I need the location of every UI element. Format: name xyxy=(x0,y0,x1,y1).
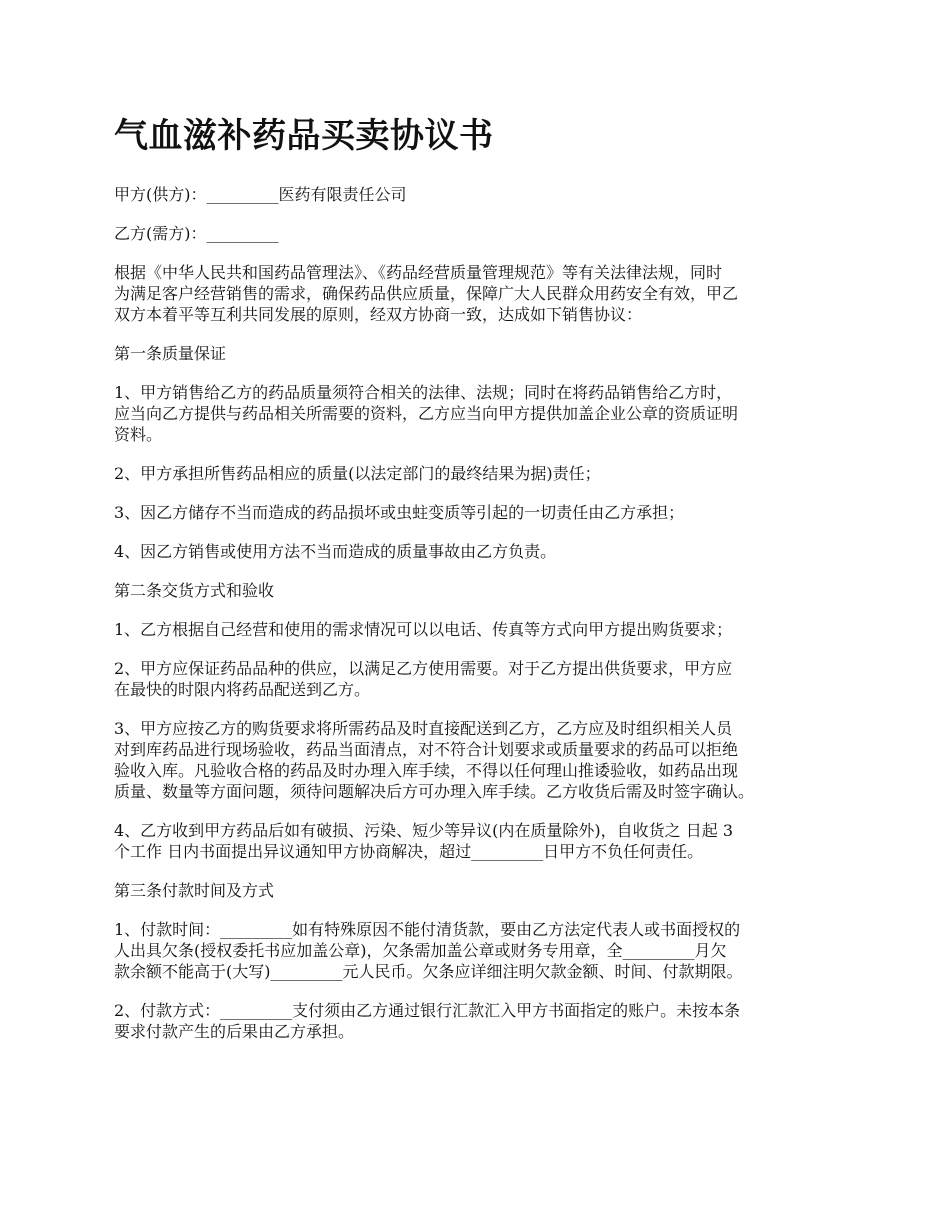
text-line: 2、甲方应保证药品品种的供应，以满足乙方使用需要。对于乙方提出供货要求，甲方应 xyxy=(114,659,733,678)
clause-1-4 xyxy=(114,541,854,562)
section-heading-3 xyxy=(114,880,854,901)
text-line: 3、甲方应按乙方的购货要求将所需药品及时直接配送到乙方，乙方应及时组织相关人员 xyxy=(114,719,733,738)
clause-2-2 xyxy=(114,658,854,700)
preamble-paragraph xyxy=(114,262,854,325)
clause-3-2 xyxy=(114,1000,854,1042)
text-line: 第一条质量保证 xyxy=(114,344,227,363)
text-line: 乙方(需方)：_________ xyxy=(114,224,279,243)
text-line: 要求付款产生的后果由乙方承担。 xyxy=(114,1022,355,1041)
party-b-line xyxy=(114,223,854,244)
text-line: 甲方(供方)：_________医药有限责任公司 xyxy=(114,185,407,204)
text-line: 对到库药品进行现场验收，药品当面清点，对不符合计划要求或质量要求的药品可以拒绝 xyxy=(114,740,739,759)
clause-2-1 xyxy=(114,619,854,640)
text-line: 1、乙方根据自己经营和使用的需求情况可以以电话、传真等方式向甲方提出购货要求； xyxy=(114,620,733,639)
text-line: 资料。 xyxy=(114,425,163,444)
text-line: 第二条交货方式和验收 xyxy=(114,581,275,600)
text-line: 2、甲方承担所售药品相应的质量(以法定部门的最终结果为据)责任； xyxy=(114,464,601,483)
text-line: 2、付款方式：_________支付须由乙方通过银行汇款汇入甲方书面指定的账户。未按本条 xyxy=(114,1001,741,1020)
text-line: 应当向乙方提供与药品相关所需要的资料，乙方应当向甲方提供加盖企业公章的资质证明 xyxy=(114,404,739,423)
section-heading-2 xyxy=(114,580,854,601)
text-line: 3、因乙方储存不当而造成的药品损坏或虫蛀变质等引起的一切责任由乙方承担； xyxy=(114,503,685,522)
document-title: 气血滋补药品买卖协议书 xyxy=(114,116,494,156)
text-line: 第三条付款时间及方式 xyxy=(114,881,275,900)
clause-3-1 xyxy=(114,919,854,982)
text-line: 质量、数量等方面问题，须待问题解决后方可办理入库手续。乙方收货后需及时签字确认。 xyxy=(114,782,755,801)
clause-1-2 xyxy=(114,463,854,484)
text-line: 4、因乙方销售或使用方法不当而造成的质量事故由乙方负责。 xyxy=(114,542,557,561)
text-line: 个工作 日内书面提出异议通知甲方协商解决，超过_________日甲方不负任何责任。 xyxy=(114,842,704,861)
section-heading-1 xyxy=(114,343,854,364)
clause-2-4 xyxy=(114,820,854,862)
text-line: 在最快的时限内将药品配送到乙方。 xyxy=(114,680,371,699)
clause-1-3 xyxy=(114,502,854,523)
text-line: 4、乙方收到甲方药品后如有破损、污染、短少等异议(内在质量除外)，自收货之 日起 3 xyxy=(114,821,734,840)
text-line: 为满足客户经营销售的需求，确保药品供应质量，保障广大人民群众用药安全有效，甲乙 xyxy=(114,284,739,303)
clause-1-1 xyxy=(114,382,854,445)
clause-2-3 xyxy=(114,718,854,802)
text-line: 根据《中华人民共和国药品管理法》、《药品经营质量管理规范》等有关法律法规，同时 xyxy=(114,263,723,282)
text-line: 人出具欠条(授权委托书应加盖公章)，欠条需加盖公章或财务专用章，全_________月欠 xyxy=(114,941,727,960)
text-line: 验收入库。凡验收合格的药品及时办理入库手续，不得以任何理山推诿验收，如药品出现 xyxy=(114,761,739,780)
text-line: 1、甲方销售给乙方的药品质量须符合相关的法律、法规；同时在将药品销售给乙方时， xyxy=(114,383,733,402)
text-line: 双方本着平等互利共同发展的原则，经双方协商一致，达成如下销售协议： xyxy=(114,305,643,324)
text-line: 款余额不能高于(大写)_________元人民币。欠条应详细注明欠款金额、时间、付款期限。 xyxy=(114,962,743,981)
document-page xyxy=(114,112,854,1060)
party-a-line xyxy=(114,184,854,205)
text-line: 1、付款时间：_________如有特殊原因不能付清货款，要由乙方法定代表人或书面授权的 xyxy=(114,920,741,939)
